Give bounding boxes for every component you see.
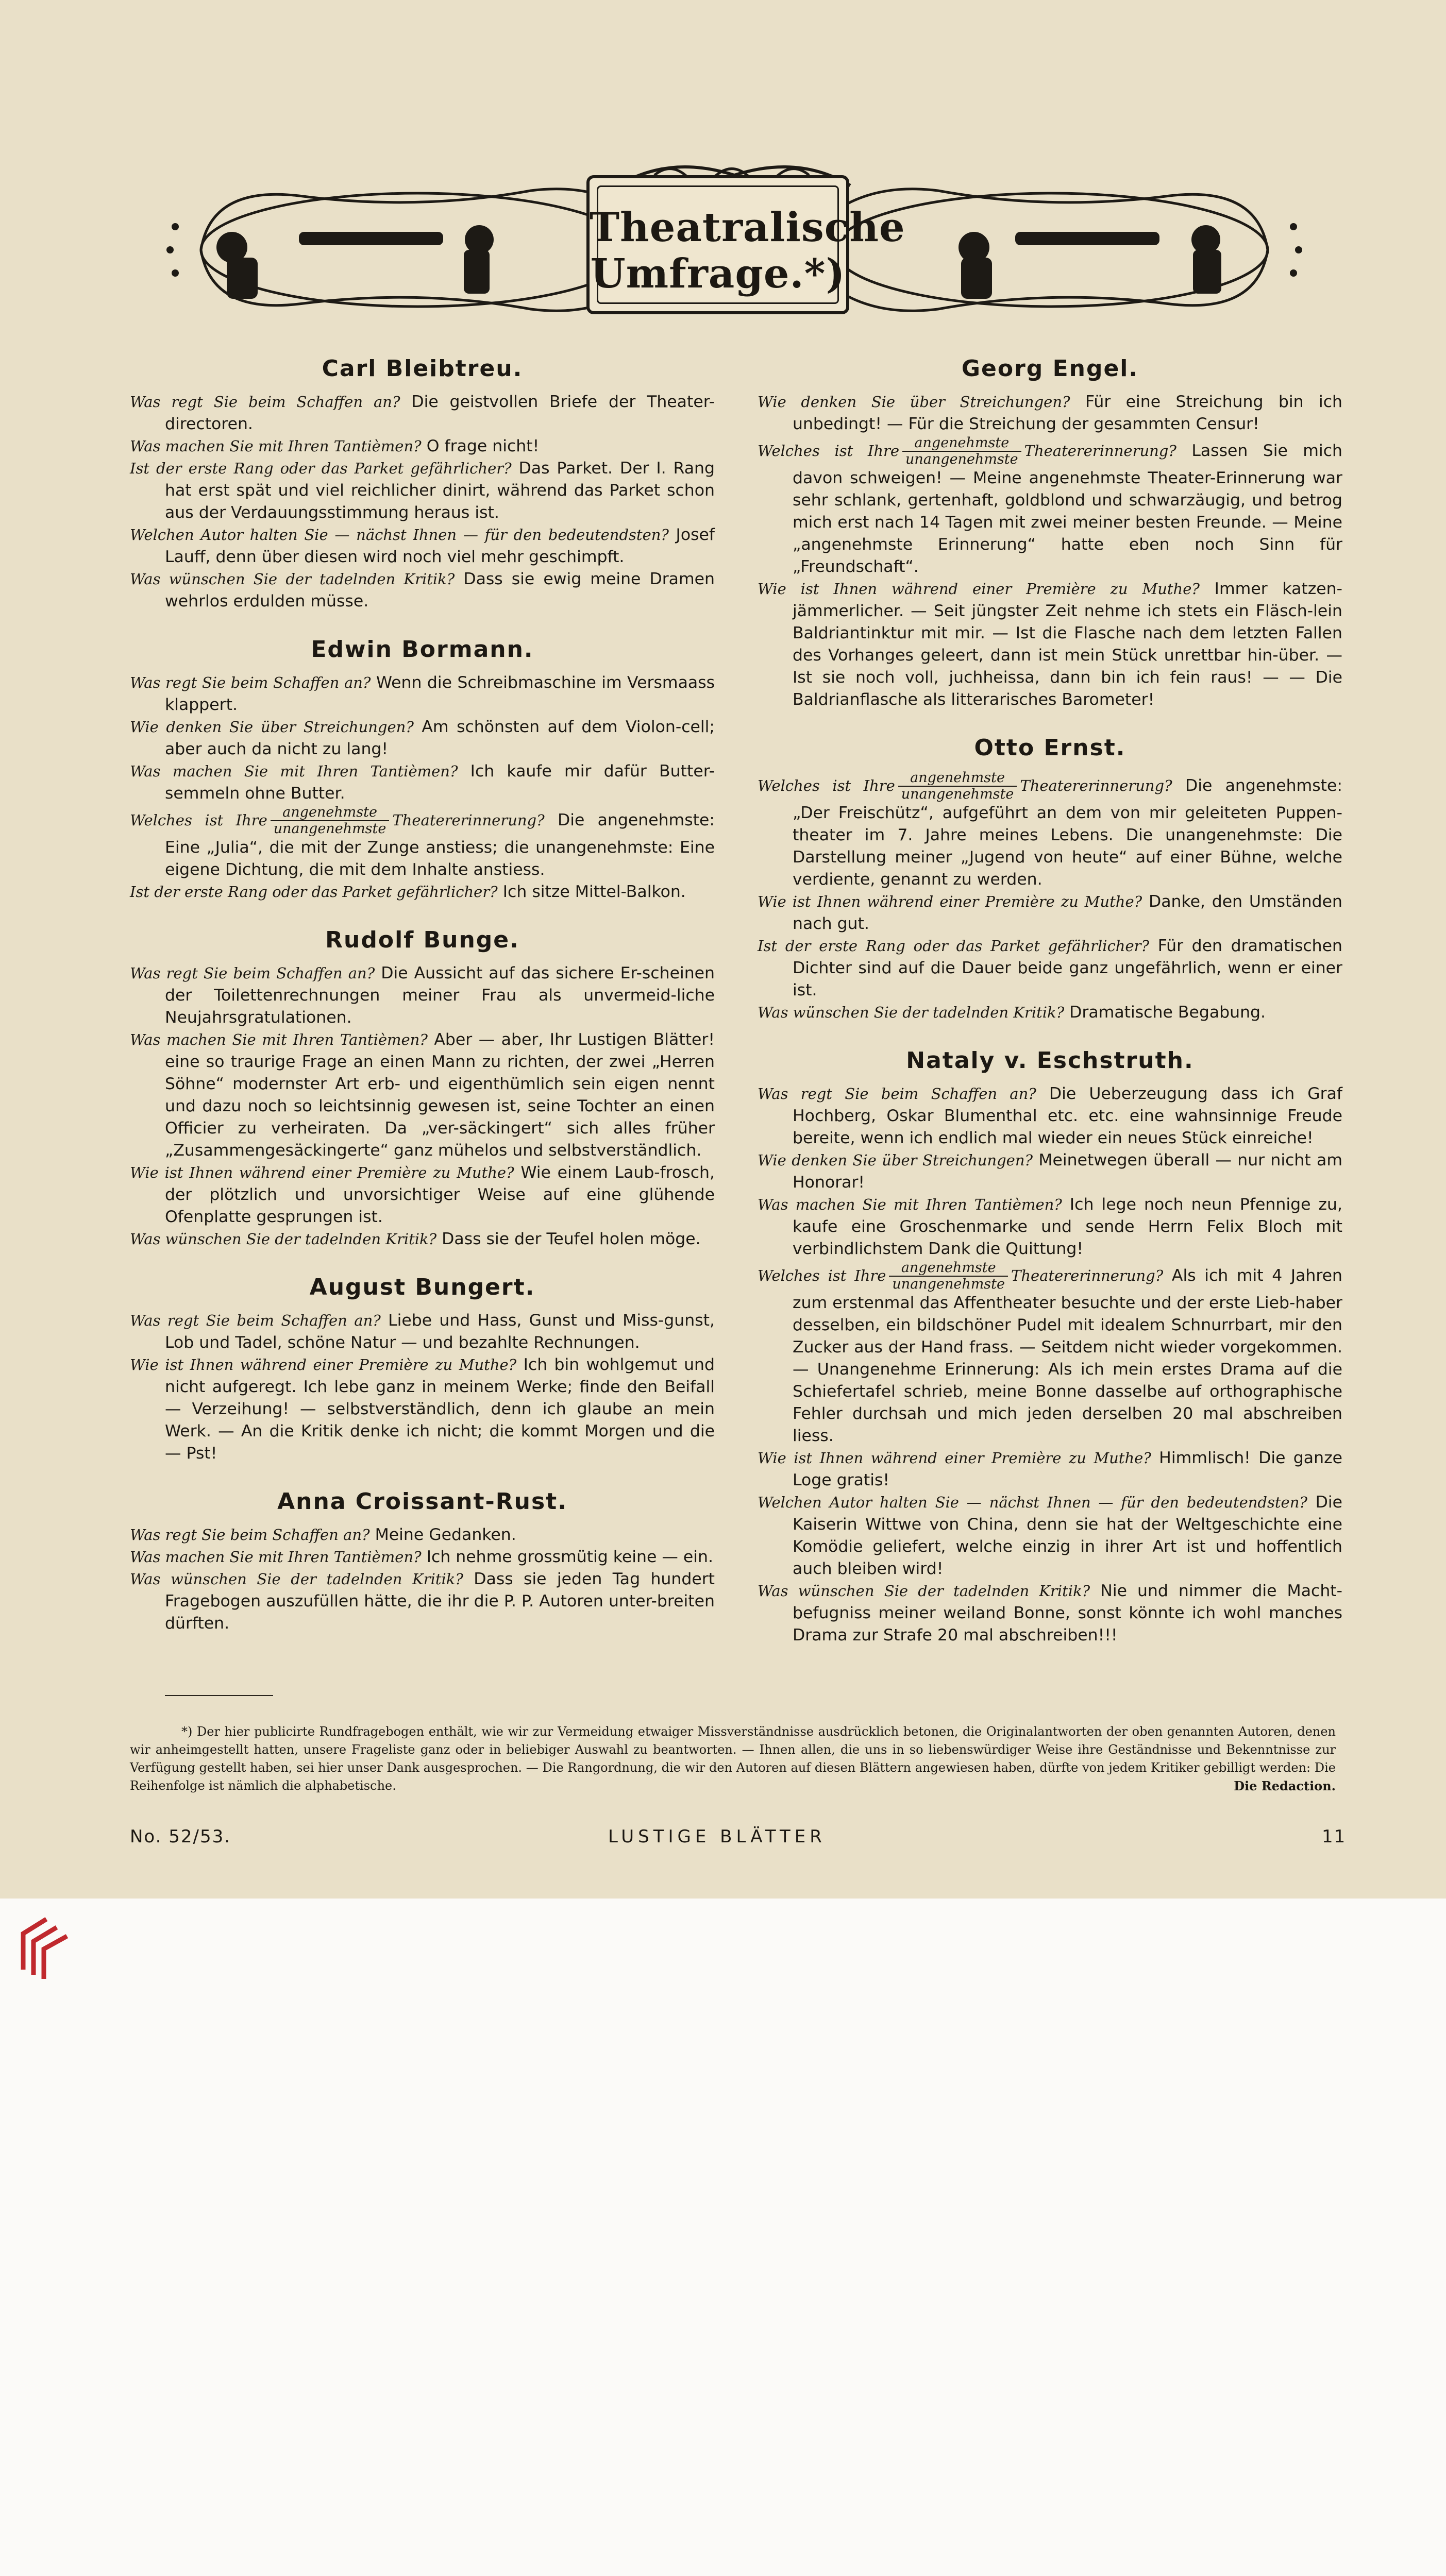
question: Welchen Autor halten Sie — nächst Ihnen — für den bedeutendsten? bbox=[758, 1494, 1307, 1511]
qa-item bbox=[758, 770, 1342, 891]
question: Wie denken Sie über Streichungen? bbox=[758, 393, 1070, 411]
qa-item bbox=[758, 1260, 1342, 1447]
answer: Ich lege noch neun Pfennige zu, kaufe eine Groschenmarke und sende Herrn Felix Bloch mit verbindlichstem Dank die Quittung! bbox=[793, 1195, 1342, 1258]
answer: Aber — aber, Ihr Lustigen Blätter! eine so traurige Frage an einen Mann zu richten, der zwei „Herren Söhne“ modernster Art erb- und eigenthümlich sein eigen nennt und dazu noch so leichtsinnig gewesen ist, seine Tochter an einen Officier zu verheiraten. Da „ver-säckingert“ sich alles früher „Zusammengesäckingerte“ ganz mühelos und selbstverständlich. bbox=[165, 1030, 715, 1160]
fraction bbox=[902, 435, 1021, 467]
question: Was wünschen Sie der tadelnden Kritik? bbox=[130, 1230, 437, 1248]
qa-item bbox=[758, 1580, 1342, 1647]
question: Was wünschen Sie der tadelnden Kritik? bbox=[130, 1570, 463, 1588]
answer: Die Aussicht auf das sichere Er-scheinen der Toilettenrechnungen meiner Frau als unvermeid-liche Neujahrsgratulationen. bbox=[165, 964, 715, 1027]
qa-item bbox=[130, 760, 715, 805]
fraction-numerator: angenehmste bbox=[898, 770, 1017, 787]
qa-item bbox=[758, 578, 1342, 711]
fraction-denominator: unangenehmste bbox=[905, 451, 1018, 467]
author-name: Anna Croissant-Rust. bbox=[277, 1488, 567, 1515]
question: Wie ist Ihnen während einer Première zu Muthe? bbox=[758, 580, 1200, 598]
question: Was machen Sie mit Ihren Tantièmen? bbox=[130, 762, 458, 780]
question: Wie ist Ihnen während einer Première zu Muthe? bbox=[130, 1356, 517, 1374]
fraction-numerator: angenehmste bbox=[889, 1260, 1008, 1277]
answer: Wenn die Schreibmaschine im Versmaass klappert. bbox=[165, 673, 715, 714]
answer: Meine Gedanken. bbox=[375, 1526, 516, 1544]
qa-item bbox=[130, 1029, 715, 1162]
answer: Die Ueberzeugung dass ich Graf Hochberg, Oskar Blumenthal etc. etc. eine wahnsinnige Freude bereite, wenn ich endlich mal wieder ein neues Stück einreiche! bbox=[793, 1084, 1342, 1147]
answer: Wie einem Laub-frosch, der plötzlich und unvorsichtiger Weise auf eine glühende Ofenplatte gesprungen ist. bbox=[165, 1163, 715, 1226]
question: Was wünschen Sie der tadelnden Kritik? bbox=[758, 1004, 1065, 1021]
question-end: Theatererinnerung? bbox=[1011, 1267, 1164, 1284]
question: Welches ist Ihre bbox=[130, 811, 267, 829]
qa-item bbox=[130, 716, 715, 760]
question: Was regt Sie beim Schaffen an? bbox=[130, 674, 371, 691]
answer: Die angenehmste: „Der Freischütz“, aufgeführt an dem von mir geleiteten Puppen-theater im 7. Jahre meines Lebens. Die unangenehmste: Die Darstellung meiner „Jugend von heute“ auf einer Bühne, welche verdiente, genannt zu werden. bbox=[793, 776, 1342, 889]
question: Welchen Autor halten Sie — nächst Ihnen — für den bedeutendsten? bbox=[130, 526, 669, 544]
question-end: Theatererinnerung? bbox=[392, 811, 545, 829]
author-name: Otto Ernst. bbox=[974, 735, 1126, 761]
answer: Dramatische Begabung. bbox=[1069, 1003, 1266, 1022]
qa-item bbox=[130, 568, 715, 613]
answer: Immer katzen-jämmerlicher. — Seit jüngster Zeit nehme ich stets ein Fläsch-lein Baldriantinktur mit mir. — Ist die Flasche nach dem letzten Fallen des Vorhanges geleert, dann ist mein Stück unrettbar hin-über. — Ist sie noch voll, juchheissa, dann bin ich fein raus! — — Die Baldrianflasche als litterarisches Barometer! bbox=[793, 580, 1342, 709]
answer: Die geistvollen Briefe der Theater-directoren. bbox=[165, 393, 715, 433]
question: Wie denken Sie über Streichungen? bbox=[130, 718, 414, 736]
question: Wie ist Ihnen während einer Première zu Muthe? bbox=[758, 893, 1142, 910]
fraction bbox=[889, 1260, 1008, 1292]
answer: Lassen Sie mich davon schweigen! — Meine angenehmste Theater-Erinnerung war sehr schlank, gertenhaft, goldblond und schwarzäugig, und betrog mich erst nach 14 Tagen mit zwei meiner besten Freunde. — Meine „angenehmste Erinnerung“ hatte eben noch Sinn für „Freundschaft“. bbox=[793, 442, 1342, 576]
question: Was regt Sie beim Schaffen an? bbox=[130, 1526, 370, 1544]
author-name: Georg Engel. bbox=[961, 355, 1139, 382]
answer: Himmlisch! Die ganze Loge gratis! bbox=[793, 1449, 1342, 1489]
question-end: Theatererinnerung? bbox=[1020, 777, 1172, 794]
question: Welches ist Ihre bbox=[758, 777, 895, 794]
answer: Die angenehmste: Eine „Julia“, die mit der Zunge anstiess; die unangenehmste: Eine eigene Dichtung, die mit dem Inhalte anstiess. bbox=[165, 811, 715, 879]
answer: Die Kaiserin Wittwe von China, denn sie hat der Weltgeschichte eine Komödie geliefert, welche einzig in ihrer Art ist und hoffentlich auch bleiben wird! bbox=[793, 1493, 1342, 1578]
question: Welches ist Ihre bbox=[758, 1267, 886, 1284]
footnote-text: *) Der hier publicirte Rundfragebogen enthält, wie wir zur Vermeidung etwaiger Missverständnisse ausdrücklich betonen, die Originalantworten der oben genannten Autoren, denen wir anheimgestellt hatten, unsere Frageliste ganz oder in beliebiger Auswahl zu beantworten. — Ihnen allen, die uns in so liebenswürdiger Weise ihre Geständnisse und Bekenntnisse zur Verfügung gestellt haben, sei hier unser Dank ausgesprochen. — Die Rangordnung, die wir den Autoren auf diesen Blättern angewiesen haben, dürfte von jedem Kritiker gebilligt werden: Die Reihenfolge ist nämlich die alphabetische. bbox=[130, 1724, 1336, 1793]
title-box bbox=[586, 175, 905, 314]
qa-item bbox=[130, 1310, 715, 1354]
question: Wie ist Ihnen während einer Première zu Muthe? bbox=[758, 1449, 1151, 1467]
footnote-rule bbox=[165, 1695, 273, 1696]
author-name: Rudolf Bunge. bbox=[325, 927, 519, 953]
qa-item bbox=[130, 391, 715, 435]
question: Was machen Sie mit Ihren Tantièmen? bbox=[758, 1196, 1062, 1213]
answer: Am schönsten auf dem Violon-cell; aber auch da nicht zu lang! bbox=[165, 718, 715, 758]
magazine-name: LUSTIGE BLÄTTER bbox=[608, 1826, 826, 1847]
question: Was regt Sie beim Schaffen an? bbox=[758, 1085, 1036, 1103]
question: Was regt Sie beim Schaffen an? bbox=[130, 1312, 381, 1329]
answer: Dass sie jeden Tag hundert Fragebogen auszufüllen hätte, die ihr die P. P. Autoren unter-breiten dürften. bbox=[165, 1570, 715, 1633]
question: Was regt Sie beim Schaffen an? bbox=[130, 393, 400, 411]
answer: Für den dramatischen Dichter sind auf die Dauer beide ganz ungefährlich, wenn er einer ist. bbox=[793, 937, 1342, 999]
qa-item bbox=[130, 1228, 715, 1250]
question: Welches ist Ihre bbox=[758, 442, 900, 460]
answer: Als ich mit 4 Jahren zum erstenmal das Affentheater besuchte und der erste Lieb-haber desselben, ein bildschöner Pudel mit idealem Schnurrbart, mir den Zucker aus der Hand frass. — Seitdem nicht wieder vorgekommen. — Unangenehme Erinnerung: Als ich mein erstes Drama auf die Schiefertafel schrieb, meine Bonne dasselbe auf orthographische Fehler durchsah und mich jeden derselben 20 mal abschreiben liess. bbox=[793, 1266, 1342, 1445]
qa-item bbox=[758, 1447, 1342, 1492]
qa-item bbox=[758, 1149, 1342, 1194]
author-name: Edwin Bormann. bbox=[311, 636, 534, 663]
answer: Dass sie der Teufel holen möge. bbox=[442, 1230, 701, 1248]
qa-item bbox=[130, 805, 715, 881]
author-name: Nataly v. Eschstruth. bbox=[906, 1047, 1194, 1074]
answer: Ich bin wohlgemut und nicht aufgeregt. Ich lebe ganz in meinem Werke; finde den Beifall — Verzeihung! — selbstverständlich, denn ich glaube an mein Werk. — An die Kritik denke ich nicht; die kommt Morgen und die — Pst! bbox=[165, 1355, 715, 1463]
qa-item bbox=[130, 1546, 715, 1568]
qa-item bbox=[130, 1162, 715, 1228]
right-column bbox=[758, 355, 1342, 1647]
fraction-denominator: unangenehmste bbox=[901, 786, 1014, 802]
qa-item bbox=[130, 1524, 715, 1546]
qa-item bbox=[130, 962, 715, 1029]
author-name: Carl Bleibtreu. bbox=[322, 355, 523, 382]
answer: Danke, den Umständen nach gut. bbox=[793, 892, 1342, 933]
author-name: August Bungert. bbox=[309, 1274, 535, 1300]
fraction-numerator: angenehmste bbox=[902, 435, 1021, 452]
footnote bbox=[130, 1723, 1336, 1795]
issue-number: No. 52/53. bbox=[130, 1826, 231, 1847]
qa-item bbox=[130, 457, 715, 524]
fraction bbox=[271, 805, 390, 837]
fraction-denominator: unangenehmste bbox=[892, 1276, 1005, 1292]
qa-item bbox=[130, 524, 715, 568]
qa-item bbox=[130, 435, 715, 457]
qa-item bbox=[758, 935, 1342, 1002]
answer: Das Parket. Der I. Rang hat erst spät und viel reichlicher dinirt, während das Parket schon aus der Verdauungsstimmung heraus ist. bbox=[165, 459, 715, 522]
question: Was regt Sie beim Schaffen an? bbox=[130, 964, 375, 982]
qa-item bbox=[758, 1492, 1342, 1580]
page-number: 11 bbox=[1322, 1826, 1347, 1847]
question: Wie denken Sie über Streichungen? bbox=[758, 1151, 1033, 1169]
question: Ist der erste Rang oder das Parket gefährlicher? bbox=[130, 883, 498, 901]
answer: O frage nicht! bbox=[426, 437, 540, 455]
page-title-line2: Umfrage.*) bbox=[590, 250, 846, 297]
qa-item bbox=[130, 881, 715, 903]
question: Was machen Sie mit Ihren Tantièmen? bbox=[130, 1031, 428, 1048]
answer: Nie und nimmer die Macht-befugniss meiner weiland Bonne, sonst könnte ich wohl manches Drama zur Strafe 20 mal abschreiben!!! bbox=[793, 1582, 1343, 1645]
question: Ist der erste Rang oder das Parket gefährlicher? bbox=[130, 460, 512, 477]
qa-item bbox=[130, 1354, 715, 1465]
question: Ist der erste Rang oder das Parket gefährlicher? bbox=[758, 937, 1150, 955]
fraction bbox=[898, 770, 1017, 802]
page-title-line1: Theatralische bbox=[590, 204, 905, 251]
question: Was machen Sie mit Ihren Tantièmen? bbox=[130, 1548, 422, 1566]
answer: Liebe und Hass, Gunst und Miss-gunst, Lob und Tadel, schöne Natur — und bezahlte Rechnungen. bbox=[165, 1311, 715, 1352]
qa-item bbox=[758, 1083, 1342, 1149]
qa-item bbox=[758, 1002, 1342, 1024]
answer: Ich sitze Mittel-Balkon. bbox=[502, 883, 686, 901]
question: Was machen Sie mit Ihren Tantièmen? bbox=[130, 437, 422, 455]
answer: Dass sie ewig meine Dramen wehrlos erdulden müsse. bbox=[165, 570, 715, 611]
library-logo-icon bbox=[15, 1913, 72, 1980]
qa-item bbox=[758, 435, 1342, 578]
qa-item bbox=[758, 391, 1342, 435]
left-column bbox=[130, 355, 715, 1635]
question: Wie ist Ihnen während einer Première zu Muthe? bbox=[130, 1164, 514, 1181]
answer: Ich nehme grossmütig keine — ein. bbox=[426, 1548, 714, 1566]
answer: Für eine Streichung bin ich unbedingt! — Für die Streichung der gesammten Censur! bbox=[793, 393, 1343, 433]
footnote-signature: Die Redaction. bbox=[1234, 1778, 1336, 1793]
question: Was wünschen Sie der tadelnden Kritik? bbox=[758, 1582, 1090, 1600]
fraction-denominator: unangenehmste bbox=[273, 821, 386, 837]
qa-item bbox=[130, 672, 715, 716]
answer: Ich kaufe mir dafür Butter-semmeln ohne Butter. bbox=[165, 762, 715, 803]
library-bar bbox=[0, 1899, 1446, 1996]
qa-item bbox=[758, 891, 1342, 935]
answer: Josef Lauff, denn über diesen wird noch viel mehr geschimpft. bbox=[165, 526, 715, 566]
question: Was wünschen Sie der tadelnden Kritik? bbox=[130, 570, 455, 588]
question-end: Theatererinnerung? bbox=[1024, 442, 1176, 460]
qa-item bbox=[130, 1568, 715, 1635]
fraction-numerator: angenehmste bbox=[271, 805, 390, 821]
qa-item bbox=[758, 1194, 1342, 1260]
answer: Meinetwegen überall — nur nicht am Honorar! bbox=[793, 1151, 1343, 1192]
